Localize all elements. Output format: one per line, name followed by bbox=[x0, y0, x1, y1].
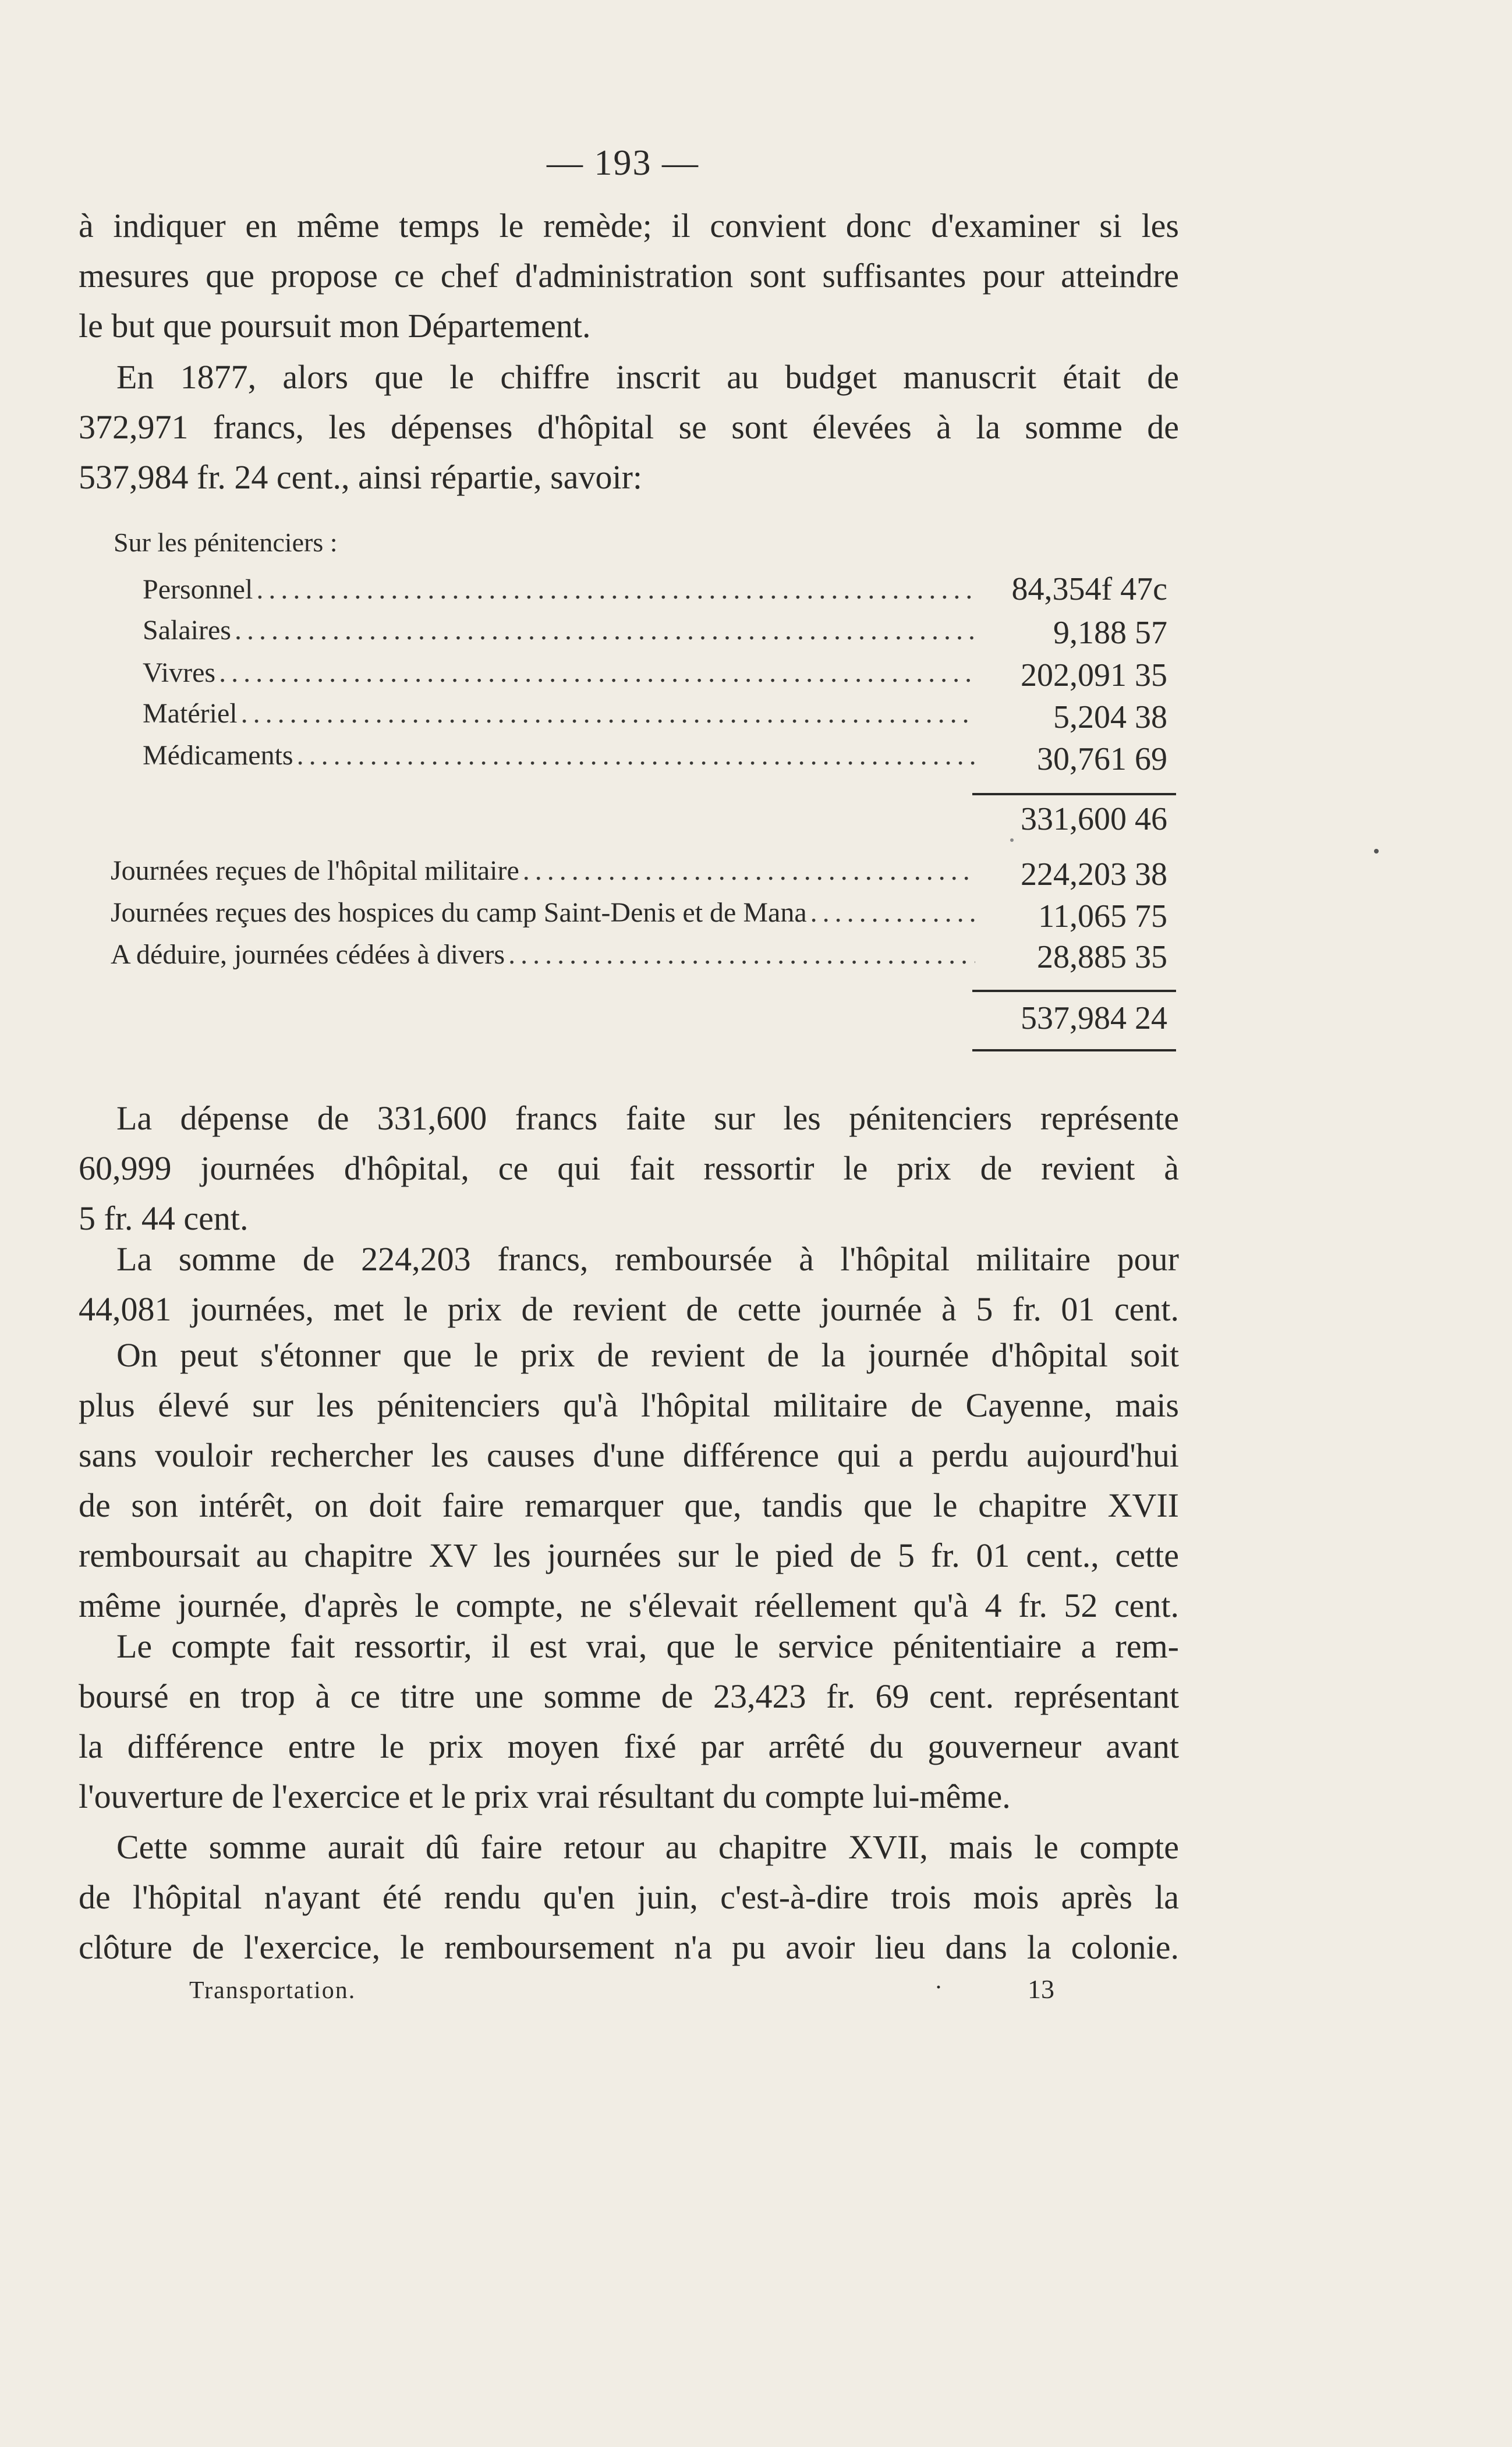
table-row bbox=[143, 739, 975, 781]
paragraph-line: clôture de l'exercice, le remboursement n'a pu avoir lieu dans la colonie. bbox=[79, 1928, 1179, 1966]
leader-dots bbox=[810, 897, 975, 929]
paragraph-line: mesures que propose ce chef d'administration sont suffisantes pour atteindre bbox=[79, 257, 1179, 295]
footer-sheet-number: 13 bbox=[1028, 1974, 1054, 2004]
table-row bbox=[143, 573, 975, 615]
footer-signature: Transportation. bbox=[189, 1977, 356, 2004]
paragraph-line: La dépense de 331,600 francs faite sur les pénitenciers représente bbox=[116, 1099, 1179, 1137]
paragraph-line: l'ouverture de l'exercice et le prix vrai résultant du compte lui-même. bbox=[79, 1777, 1011, 1815]
row-amount: 11,065 75 bbox=[1038, 898, 1167, 934]
row-amount: 202,091 35 bbox=[1021, 657, 1167, 693]
row-label: A déduire, journées cédées à divers bbox=[111, 939, 505, 970]
leader-dots bbox=[241, 697, 975, 730]
table-row bbox=[143, 614, 975, 656]
total-rule-bottom bbox=[972, 1049, 1176, 1051]
paragraph-line: On peut s'étonner que le prix de revient de la journée d'hôpital soit bbox=[116, 1336, 1179, 1374]
table-row bbox=[111, 939, 975, 980]
subtotal-amount: 331,600 46 bbox=[1021, 801, 1167, 837]
paragraph-line: de l'hôpital n'ayant été rendu qu'en juin, c'est-à-dire trois mois après la bbox=[79, 1878, 1179, 1916]
leader-dots bbox=[235, 614, 975, 646]
paragraph-line: à indiquer en même temps le remède; il convient donc d'examiner si les bbox=[79, 207, 1179, 245]
table-row bbox=[111, 897, 975, 939]
row-label: Journées reçues des hospices du camp Saint-Denis et de Mana bbox=[111, 897, 807, 928]
paragraph-4 bbox=[79, 1234, 1179, 1334]
row-label: Journées reçues de l'hôpital militaire bbox=[111, 855, 519, 886]
total-rule-top bbox=[972, 990, 1176, 992]
leader-dots bbox=[508, 939, 975, 971]
paper-speck bbox=[1374, 849, 1379, 854]
leader-dots bbox=[219, 657, 975, 689]
paragraph-line: sans vouloir rechercher les causes d'une différence qui a perdu aujourd'hui bbox=[79, 1436, 1179, 1474]
paragraph-line: boursé en trop à ce titre une somme de 23,423 fr. 69 cent. représentant bbox=[79, 1677, 1179, 1715]
row-amount: 30,761 69 bbox=[1037, 741, 1167, 777]
paragraph-line: 60,999 journées d'hôpital, ce qui fait ressortir le prix de revient à bbox=[79, 1149, 1179, 1187]
subtotal-rule bbox=[972, 793, 1176, 795]
leader-dots bbox=[256, 573, 975, 605]
row-amount: 9,188 57 bbox=[1053, 615, 1167, 651]
total-amount: 537,984 24 bbox=[1021, 1000, 1167, 1036]
row-label: Matériel bbox=[143, 698, 238, 729]
row-amount: 5,204 38 bbox=[1053, 699, 1167, 735]
paragraph-line: La somme de 224,203 francs, remboursée à l'hôpital militaire pour bbox=[116, 1240, 1179, 1278]
paragraph-line: de son intérêt, on doit faire remarquer que, tandis que le chapitre XVII bbox=[79, 1486, 1179, 1524]
row-label: Salaires bbox=[143, 615, 231, 646]
row-label: Personnel bbox=[143, 574, 253, 605]
paragraph-6 bbox=[79, 1621, 1179, 1822]
paragraph-line: Cette somme aurait dû faire retour au chapitre XVII, mais le compte bbox=[116, 1828, 1179, 1866]
paragraph-3 bbox=[79, 1093, 1179, 1244]
row-label: Médicaments bbox=[143, 740, 293, 771]
paragraph-line: 5 fr. 44 cent. bbox=[79, 1199, 249, 1237]
paragraph-line: remboursait au chapitre XV les journées sur le pied de 5 fr. 01 cent., cette bbox=[79, 1536, 1179, 1574]
paragraph-1 bbox=[79, 201, 1179, 351]
paragraph-line: 44,081 journées, met le prix de revient de cette journée à 5 fr. 01 cent. bbox=[79, 1290, 1179, 1328]
footer-mark: · bbox=[934, 1974, 943, 2001]
paragraph-line: plus élevé sur les pénitenciers qu'à l'hôpital militaire de Cayenne, mais bbox=[79, 1386, 1179, 1424]
row-amount: 224,203 38 bbox=[1021, 856, 1167, 893]
page-number: — 193 — bbox=[547, 143, 699, 183]
paragraph-line: même journée, d'après le compte, ne s'élevait réellement qu'à 4 fr. 52 cent. bbox=[79, 1587, 1179, 1624]
table-intro: Sur les pénitenciers : bbox=[114, 527, 338, 557]
row-amount: 84,354f 47c bbox=[1011, 571, 1167, 607]
leader-dots bbox=[297, 739, 975, 771]
paragraph-line: 372,971 francs, les dépenses d'hôpital se sont élevées à la somme de bbox=[79, 408, 1179, 446]
row-amount: 28,885 35 bbox=[1037, 939, 1167, 975]
paragraph-2 bbox=[79, 352, 1179, 502]
leader-dots bbox=[523, 855, 975, 887]
table-row bbox=[143, 657, 975, 699]
paragraph-line: le but que poursuit mon Département. bbox=[79, 307, 591, 345]
paragraph-line: la différence entre le prix moyen fixé par arrêté du gouverneur avant bbox=[79, 1727, 1179, 1765]
paragraph-7 bbox=[79, 1822, 1179, 1973]
row-label: Vivres bbox=[143, 657, 216, 688]
table-row bbox=[143, 697, 975, 739]
table-row bbox=[111, 855, 975, 897]
paragraph-line: En 1877, alors que le chiffre inscrit au budget manuscrit était de bbox=[116, 358, 1179, 396]
paper-speck bbox=[1010, 838, 1014, 842]
paragraph-5 bbox=[79, 1330, 1179, 1631]
paragraph-line: 537,984 fr. 24 cent., ainsi répartie, savoir: bbox=[79, 458, 643, 496]
paragraph-line: Le compte fait ressortir, il est vrai, que le service pénitentiaire a rem- bbox=[116, 1627, 1179, 1665]
